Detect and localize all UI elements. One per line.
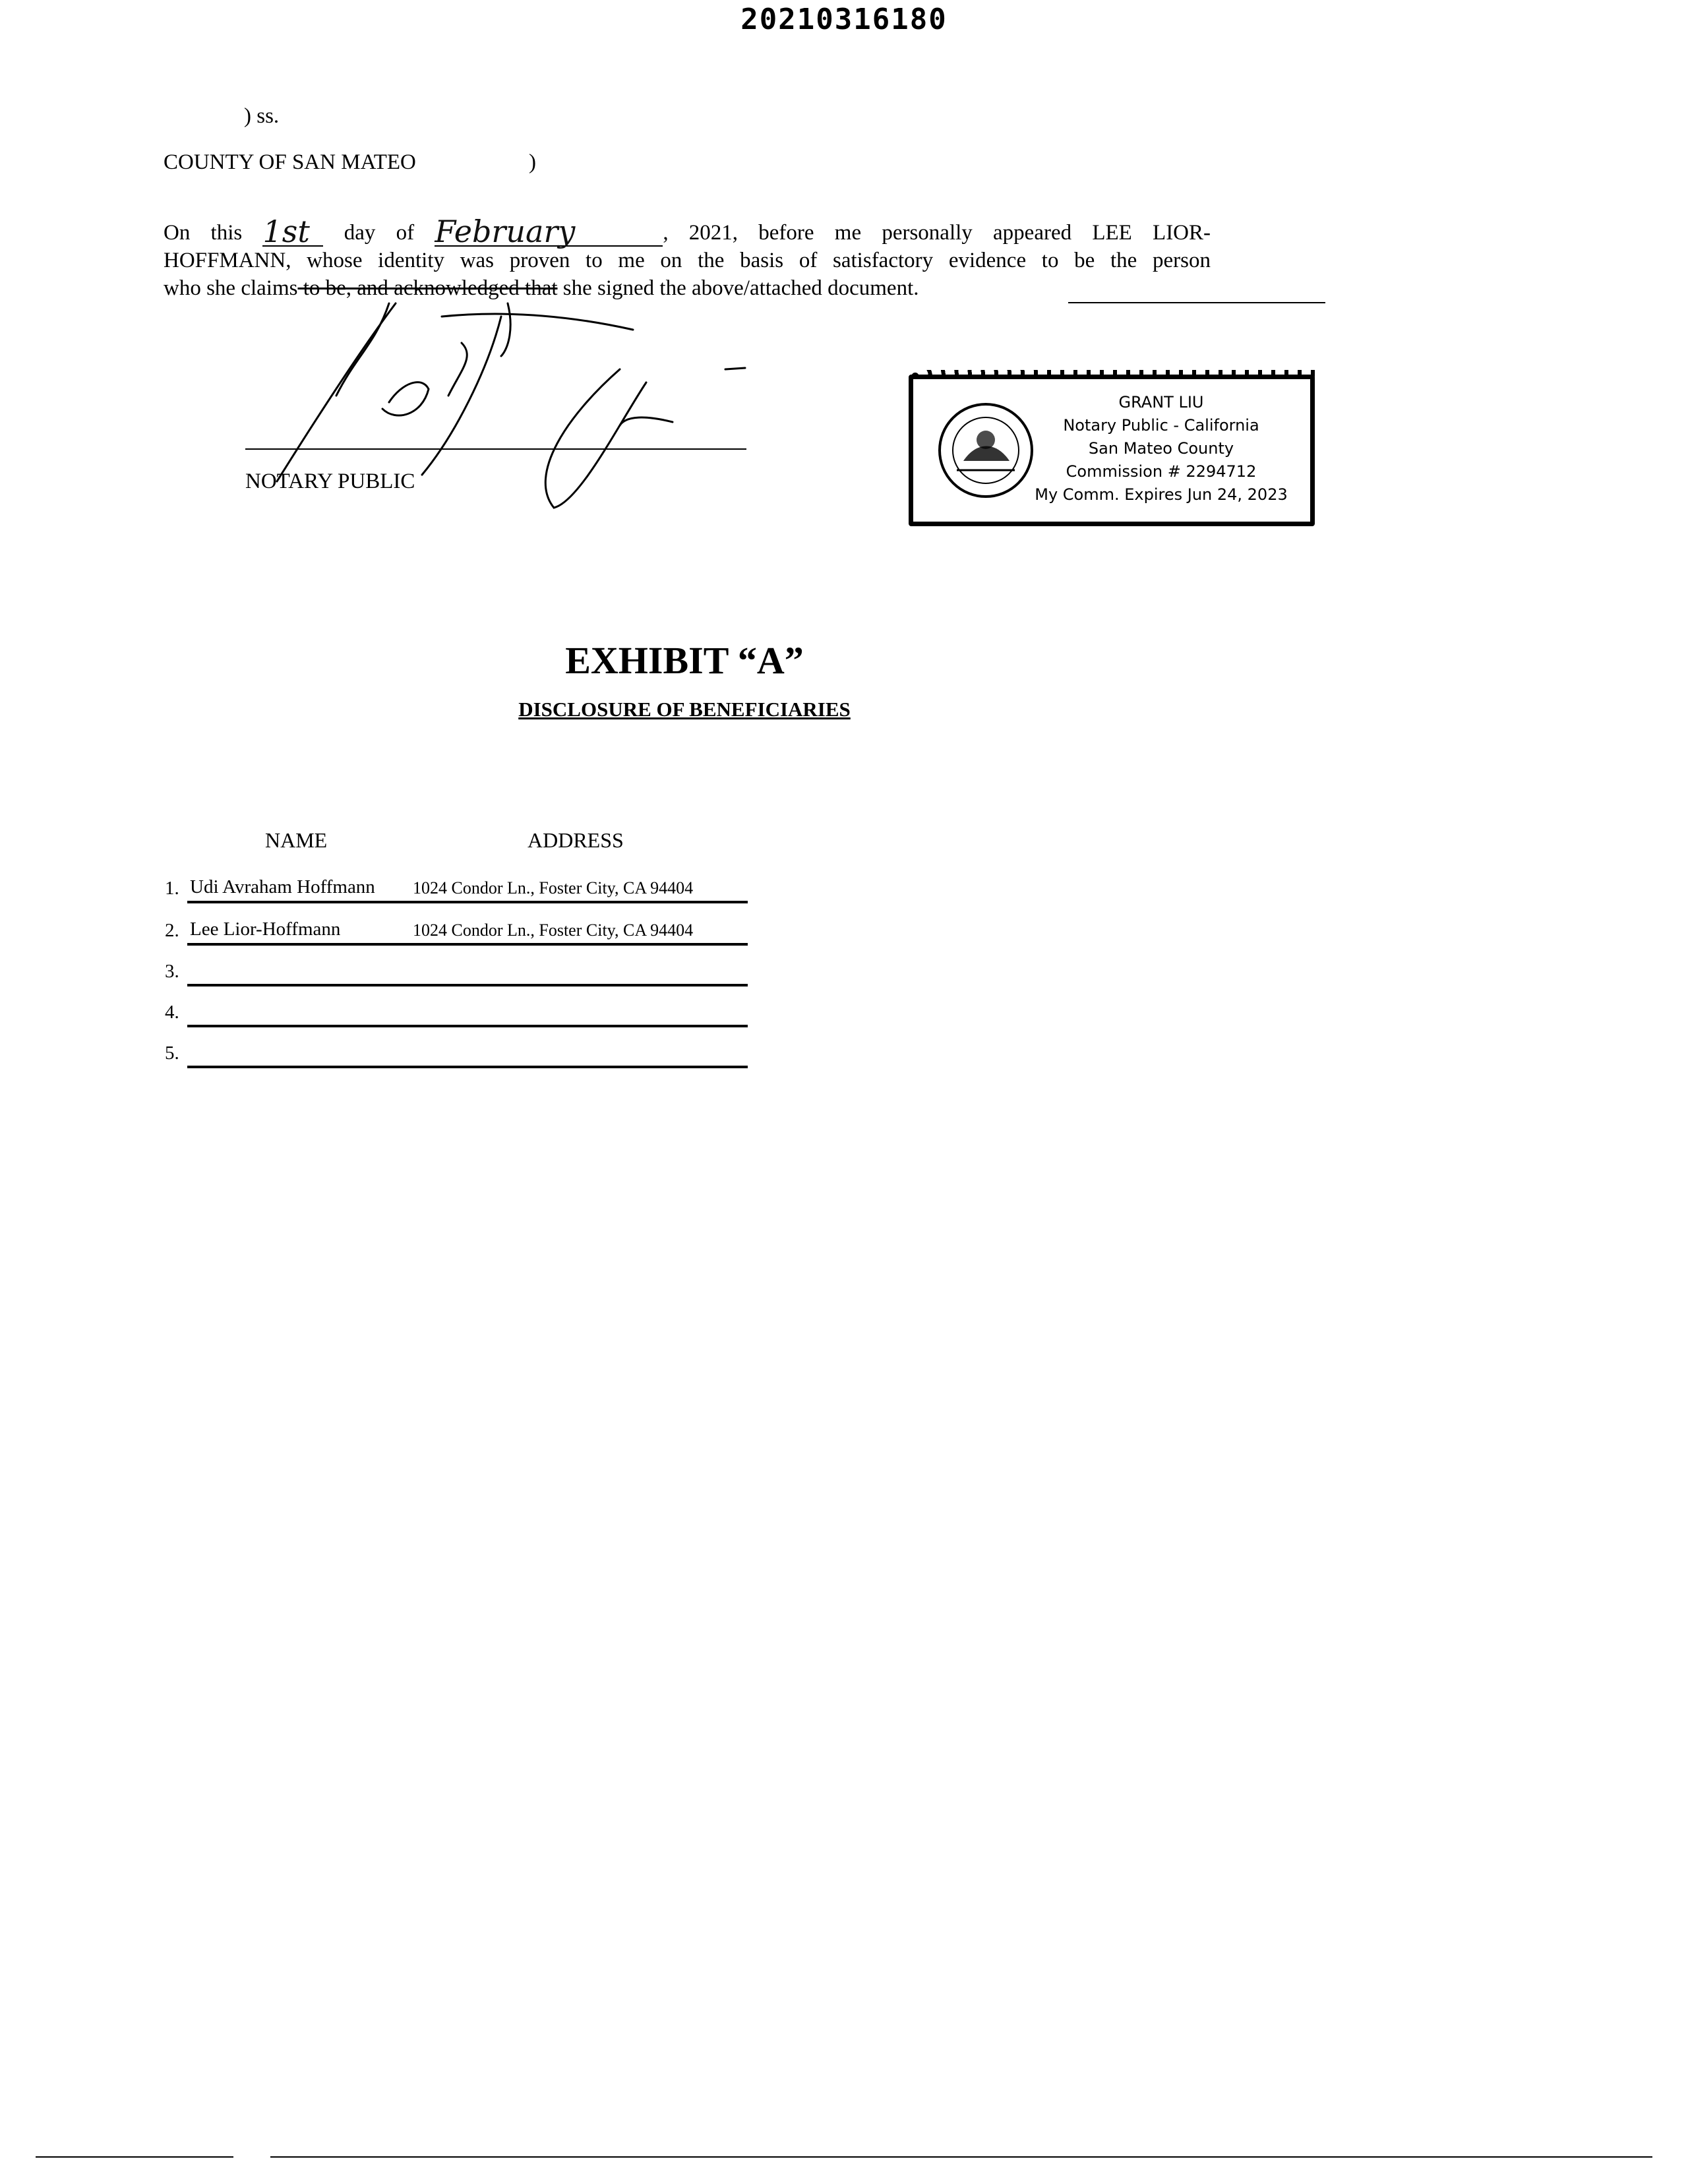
ack-line-2: HOFFMANN, whose identity was proven to me on the basis of satisfactory evidence to be the person bbox=[164, 249, 1211, 272]
ack-line-3-strike: to be, and acknowledged that bbox=[297, 276, 558, 300]
footer-rule-right bbox=[270, 2156, 1652, 2158]
seal-text-block bbox=[1019, 391, 1304, 506]
day-of-text: day of bbox=[344, 221, 415, 245]
seal-commission: Commission # 2294712 bbox=[1066, 462, 1257, 481]
row-underline bbox=[187, 1025, 748, 1027]
row-number: 2. bbox=[165, 920, 179, 941]
row-number: 5. bbox=[165, 1043, 179, 1064]
exhibit-subtitle: DISCLOSURE OF BENEFICIARIES bbox=[518, 698, 851, 721]
day-field: 1st bbox=[262, 218, 323, 247]
row-underline bbox=[187, 1066, 748, 1068]
footer-rule-left bbox=[36, 2156, 233, 2158]
column-header-address: ADDRESS bbox=[528, 828, 624, 852]
seal-expires: My Comm. Expires Jun 24, 2023 bbox=[1035, 485, 1288, 504]
document-number: 20210316180 bbox=[740, 3, 948, 36]
on-this-text: On this bbox=[164, 221, 243, 245]
county-label: COUNTY OF SAN MATEO bbox=[164, 150, 416, 174]
ack-line-3-b: she signed the above/attached document. bbox=[557, 276, 919, 300]
seal-county: San Mateo County bbox=[1088, 439, 1234, 458]
beneficiary-row-2 bbox=[165, 911, 748, 946]
seal-title: Notary Public - California bbox=[1063, 416, 1259, 435]
beneficiary-name: Udi Avraham Hoffmann bbox=[190, 876, 375, 897]
notary-signature-line bbox=[245, 448, 746, 450]
row-underline bbox=[187, 984, 748, 986]
beneficiary-row-3 bbox=[165, 952, 748, 986]
beneficiary-address: 1024 Condor Ln., Foster City, CA 94404 bbox=[413, 878, 694, 897]
seal-name: GRANT LIU bbox=[1118, 393, 1204, 411]
notary-seal bbox=[909, 375, 1315, 526]
county-paren: ) bbox=[529, 150, 536, 174]
beneficiary-name: Lee Lior-Hoffmann bbox=[190, 919, 341, 940]
row-number: 3. bbox=[165, 961, 179, 982]
ack-line-3-a: who she claims bbox=[164, 276, 298, 300]
row-underline bbox=[187, 901, 748, 903]
notary-public-label: NOTARY PUBLIC bbox=[245, 470, 415, 493]
exhibit-title: EXHIBIT “A” bbox=[565, 639, 804, 682]
beneficiary-address: 1024 Condor Ln., Foster City, CA 94404 bbox=[413, 921, 694, 940]
beneficiary-row-5 bbox=[165, 1034, 748, 1068]
column-header-name: NAME bbox=[265, 828, 328, 852]
row-number: 4. bbox=[165, 1002, 179, 1023]
beneficiary-row-1 bbox=[165, 869, 748, 903]
trailing-rule bbox=[1068, 302, 1325, 303]
beneficiary-row-4 bbox=[165, 993, 748, 1027]
ss-label: ) ss. bbox=[244, 104, 280, 128]
row-number: 1. bbox=[165, 878, 179, 899]
month-field: February bbox=[435, 218, 663, 247]
row-underline bbox=[187, 943, 748, 946]
year-text: , 2021, before me personally appeared LEE LIOR- bbox=[663, 221, 1211, 245]
